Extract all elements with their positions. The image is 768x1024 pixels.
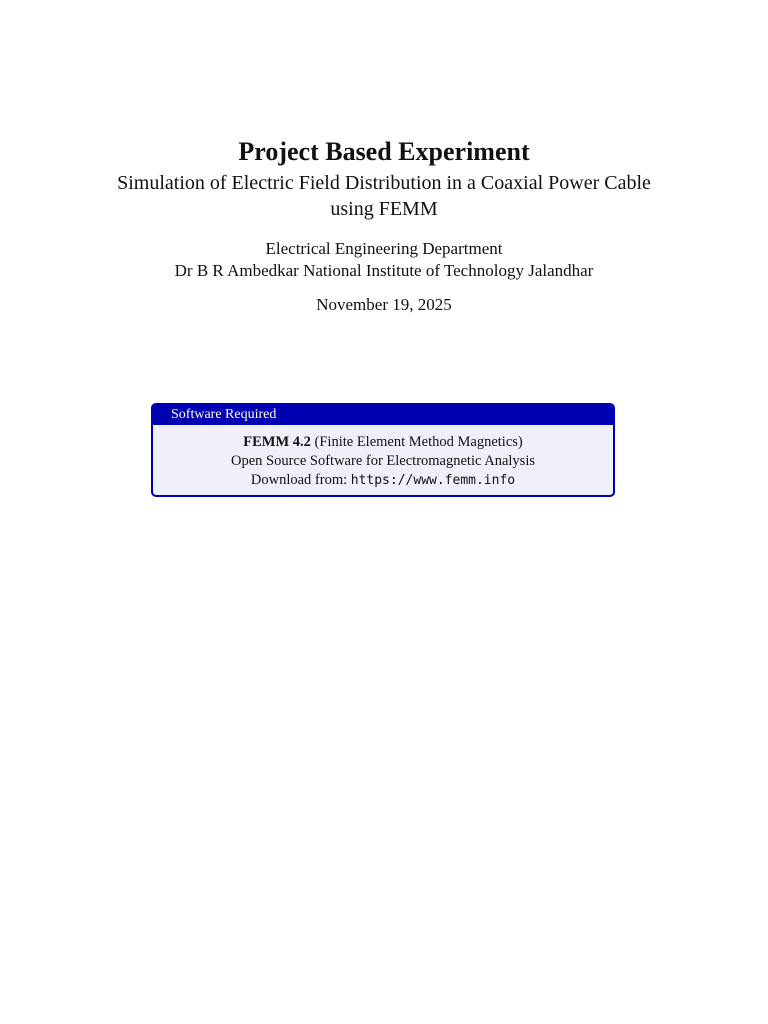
software-purpose: Open Source Software for Electromagnetic Analysis <box>230 453 535 469</box>
title-block <box>100 136 668 316</box>
document-date: November 19, 2025 <box>316 295 452 314</box>
software-line <box>153 433 613 452</box>
download-line <box>153 471 613 490</box>
document-title: Project Based Experiment <box>238 137 530 166</box>
download-label: Download from: <box>250 472 351 488</box>
software-required-box <box>151 403 615 497</box>
download-link[interactable]: https://www.femm.info <box>350 473 516 488</box>
document-subtitle: Simulation of Electric Field Distribution in a Coaxial Power Cable using FEMM <box>117 172 651 220</box>
software-name: FEMM 4.2 <box>243 434 311 450</box>
software-box-header: Software Required <box>153 405 613 425</box>
department: Electrical Engineering Department <box>265 239 503 258</box>
institute: Dr B R Ambedkar National Institute of Technology Jalandhar <box>174 261 594 280</box>
software-box-body <box>153 425 613 490</box>
software-description: (Finite Element Method Magnetics) <box>310 434 523 450</box>
affiliation <box>100 238 668 282</box>
